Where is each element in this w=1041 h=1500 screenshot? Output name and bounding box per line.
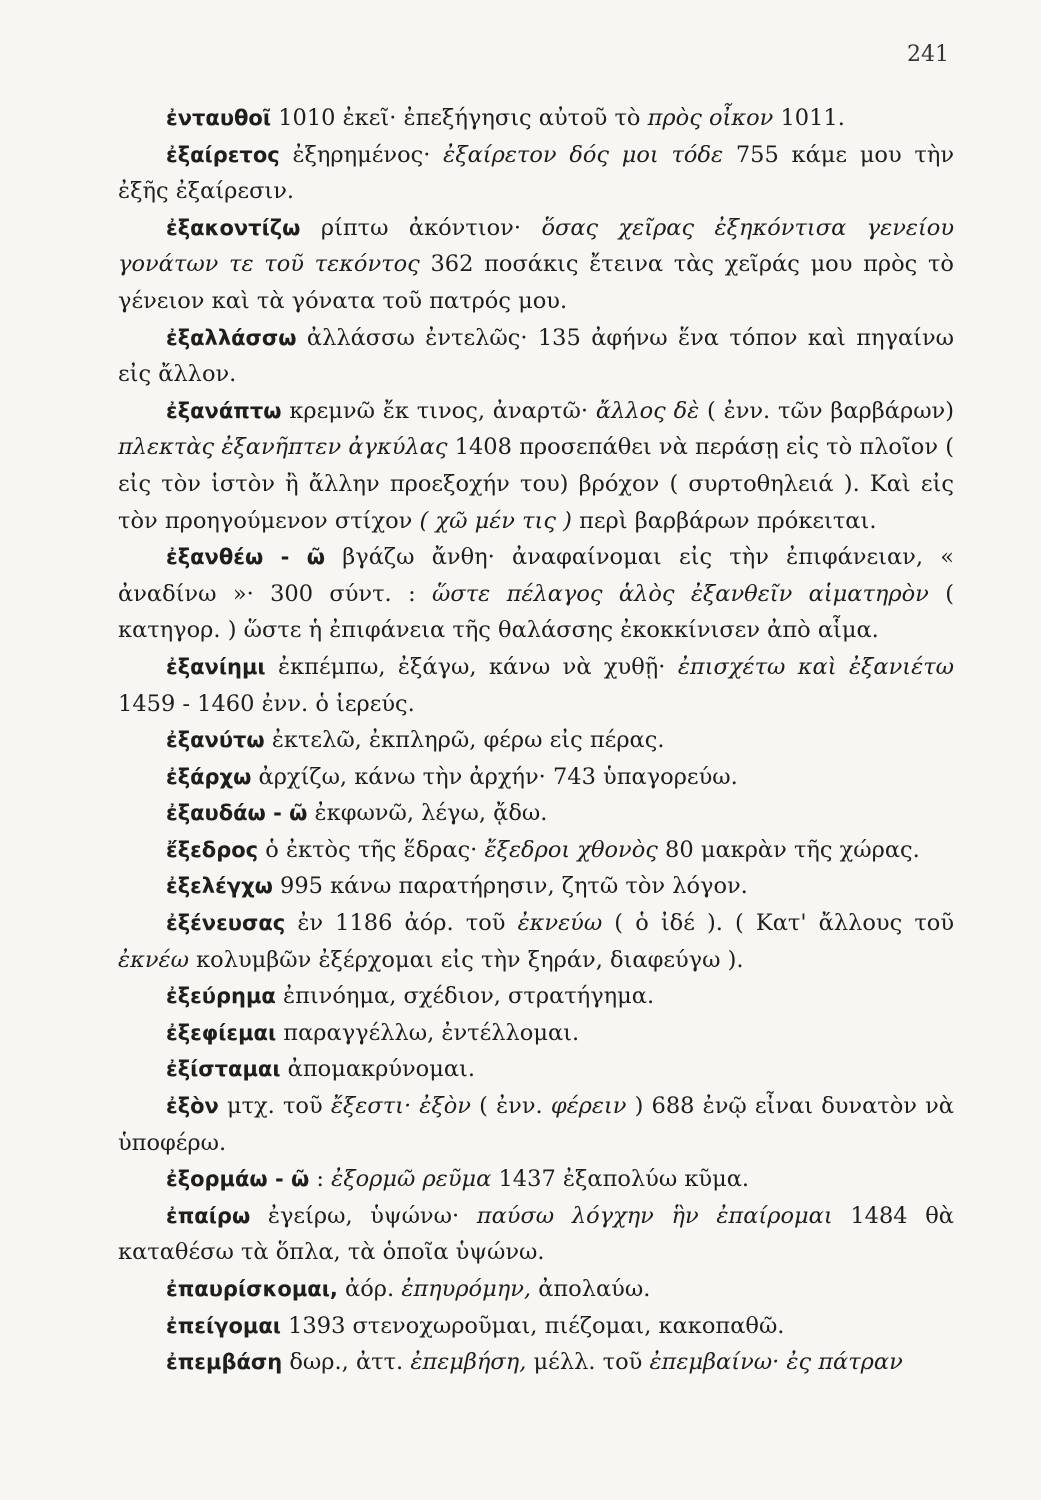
entry-quote: ἐκνεύω <box>517 910 603 937</box>
entry-quote: παύσω λόγχην ἣν ἐπαίρομαι <box>476 1202 833 1229</box>
entry-text: 80 μακρὰν τῆς χώρας. <box>657 836 920 863</box>
dictionary-entry <box>118 1271 954 1308</box>
entry-text: ἀρχίζω, κάνω τὴν ἀρχήν· 743 ὑπαγορεύω. <box>251 763 738 790</box>
entry-quote: ἐπισχέτω καὶ ἐξανιέτω <box>677 653 954 680</box>
entry-text: ( ἐνν. τῶν βαρβάρων) <box>699 397 955 424</box>
entry-text: 1010 ἐκεῖ· ἐπεξήγησις αὐτοῦ τὸ <box>271 105 648 131</box>
dictionary-entry <box>118 1051 954 1088</box>
entry-text: κρεμνῶ ἔκ τινος, ἀναρτῶ· <box>281 397 596 424</box>
entry-headword: ἐπαυρίσκομαι, <box>166 1277 338 1301</box>
entry-text: βγάζω ἄνθη· ἀναφαίνομαι εἰς τὴν ἐπιφάνειαν, « ἀναδίνω »· 300 σύντ. : <box>118 544 954 607</box>
entry-headword: ἐξαλλάσσω <box>166 325 297 350</box>
entry-headword: ἔξεδρος <box>166 837 259 862</box>
entry-text: ἐξηρημένος· <box>279 141 444 168</box>
entry-quote: ἐπεμβαίνω· ἐς πάτραν <box>649 1349 903 1376</box>
entry-text: ἀπολαύω. <box>531 1276 651 1302</box>
entry-quote: ὥστε πέλαγος ἁλὸς ἐξανθεῖν αἱματηρὸν <box>432 580 929 607</box>
entry-quote: ἔξεστι· ἐξὸν <box>330 1093 471 1120</box>
entry-text: ἀλλάσσω ἐντελῶς· 135 ἀφήνω ἕνα τόπον καὶ πηγαίνω εἰς ἄλλον. <box>118 324 954 388</box>
entry-text: μτχ. τοῦ <box>218 1093 331 1120</box>
entry-headword: ἐξεφίεμαι <box>166 1020 277 1045</box>
entry-text: ἀόρ. <box>337 1276 402 1302</box>
entry-text: 1408 προσεπάθει νὰ περάσῃ εἰς τὸ πλοῖον ( εἰς τὸν ἱστὸν ἢ ἄλλην προεξοχήν του) βρόχον ( συρτοθηλειά ). Καὶ εἰς τὸν προηγούμενον στίχον <box>118 434 954 534</box>
entry-text: παραγγέλλω, ἐντέλλομαι. <box>276 1019 580 1046</box>
entry-headword: ἐπείγομαι <box>166 1313 281 1338</box>
entry-text: ( κατηγορ. ) ὥστε ἡ ἐπιφάνεια τῆς θαλάσσης ἐκοκκίνισεν ἀπὸ αἷμα. <box>118 580 954 644</box>
dictionary-entry <box>118 795 954 832</box>
entry-headword: ἐξανύτω <box>166 728 265 753</box>
entry-text: ( ἐνν. <box>470 1093 551 1120</box>
entry-quote: ἄλλος δὲ <box>595 397 700 424</box>
entry-text: ( ὁ ἰδέ ). ( Κατ' ἄλλους τοῦ <box>602 910 954 937</box>
dictionary-entry <box>118 393 954 539</box>
entry-headword: ἐξαυδάω - ῶ <box>166 801 308 826</box>
entry-headword: ἐπεμβάση <box>166 1350 283 1375</box>
dictionary-entry <box>118 978 954 1015</box>
entry-headword: ἐξανθέω - ῶ <box>166 545 325 570</box>
entry-text: 755 κάμε μου τὴν ἐξῆς ἐξαίρεσιν. <box>118 141 955 205</box>
dictionary-entry <box>118 905 954 978</box>
entry-headword: ἐξένευσας <box>166 911 286 936</box>
entry-text: ἀπομακρύνομαι. <box>280 1056 476 1083</box>
dictionary-entry <box>118 100 954 137</box>
dictionary-entry <box>118 1308 954 1345</box>
entry-text: ) 688 ἐνῷ εἶναι δυνατὸν νὰ ὑποφέρω. <box>118 1093 954 1156</box>
entry-headword: ἐξανάπτω <box>166 398 282 423</box>
entry-quote: ( χῶ μέν τις ) <box>419 507 572 534</box>
page-number: 241 <box>907 42 949 67</box>
dictionary-entry <box>118 137 954 210</box>
dictionary-entry <box>118 1015 954 1052</box>
dictionary-entry <box>118 868 954 905</box>
entry-quote: ἐκνέω <box>118 946 189 973</box>
entry-text: κολυμβῶν ἐξέρχομαι εἰς τὴν ξηράν, διαφεύγω ). <box>188 946 744 973</box>
dictionary-entry <box>118 539 954 649</box>
entry-quote: ἐξαίρετον δός μοι τόδε <box>443 141 724 168</box>
entry-headword: ἐξελέγχω <box>166 874 273 899</box>
entry-headword: ἐξανίημι <box>166 654 266 679</box>
entry-text: ἐπινόημα, σχέδιον, στρατήγημα. <box>275 983 655 1010</box>
entry-text: 995 κάνω παρατήρησιν, ζητῶ τὸν λόγον. <box>272 873 748 900</box>
entry-text: 1459 - 1460 ἐνν. ὁ ἱερεύς. <box>118 690 415 717</box>
entry-headword: ἐξὸν <box>166 1094 219 1119</box>
entry-headword: ἐξάρχω <box>166 764 252 789</box>
entry-quote: ἐξορμῶ ρεῦμα <box>331 1166 492 1193</box>
entry-headword: ἐξεύρημα <box>166 984 276 1009</box>
entry-text: 1484 θὰ καταθέσω τὰ ὅπλα, τὰ ὁποῖα ὑψώνω. <box>118 1202 954 1266</box>
dictionary-entry <box>118 1161 954 1198</box>
entry-text: 1437 ἐξαπολύω κῦμα. <box>491 1166 750 1193</box>
entry-text: ἐγείρω, ὑψώνω· <box>250 1202 477 1229</box>
entry-text: ἐκπέμπω, ἐξάγω, κάνω νὰ χυθῇ· <box>265 653 678 680</box>
entry-text: περὶ βαρβάρων πρόκειται. <box>571 507 877 534</box>
entry-headword: ἐξακοντίζω <box>166 215 301 240</box>
entry-text: μέλλ. τοῦ <box>526 1349 650 1376</box>
entry-text: 362 ποσάκις ἔτεινα τὰς χεῖράς μου πρὸς τὸ γένειον καὶ τὰ γόνατα τοῦ πατρός μου. <box>118 251 954 314</box>
entry-text: ἐκτελῶ, ἐκπληρῶ, φέρω εἰς πέρας. <box>264 727 665 754</box>
entry-headword: ἐξίσταμαι <box>166 1057 281 1082</box>
entry-quote: ἔξεδροι χθονὸς <box>484 836 658 863</box>
entry-text: 1011. <box>773 105 845 131</box>
entry-headword: ἐξορμάω - ῶ <box>166 1167 310 1192</box>
entry-text: ρίπτω ἀκόντιον· <box>300 214 542 241</box>
dictionary-entry <box>118 832 954 869</box>
dictionary-entry <box>118 1198 954 1271</box>
entry-quote: ὅσας χεῖρας ἐξηκόντισα γενείου γονάτων τε τοῦ τεκόντος <box>118 214 955 278</box>
entry-text: ἐν 1186 ἀόρ. τοῦ <box>285 910 518 937</box>
entry-quote: ἐπηυρόμην, <box>401 1276 532 1302</box>
entry-headword: ἐξαίρετος <box>166 142 280 167</box>
dictionary-entry <box>118 722 954 759</box>
entry-text: ἐκφωνῶ, λέγω, ᾄδω. <box>307 800 548 827</box>
dictionary-entry <box>118 1088 954 1161</box>
entry-text: ὁ ἐκτὸς τῆς ἕδρας· <box>258 836 485 863</box>
entry-quote: ἐπεμβήση, <box>410 1349 527 1376</box>
dictionary-entry <box>118 649 954 722</box>
entry-quote: πρὸς οἶκον <box>647 105 774 131</box>
entry-list <box>118 100 954 1381</box>
entry-headword: ἐπαίρω <box>166 1203 251 1228</box>
entry-quote: φέρειν <box>550 1093 627 1120</box>
entry-text: 1393 στενοχωροῦμαι, πιέζομαι, κακοπαθῶ. <box>280 1312 785 1339</box>
entry-text: δωρ., ἀττ. <box>282 1349 411 1376</box>
entry-headword: ἐνταυθοῖ <box>166 106 272 130</box>
dictionary-entry <box>118 1344 954 1381</box>
entry-quote: πλεκτὰς ἐξανῆπτεν ἀγκύλας <box>118 434 448 461</box>
dictionary-entry <box>118 759 954 796</box>
entry-text: : <box>309 1166 332 1193</box>
dictionary-entry <box>118 320 954 393</box>
dictionary-entry <box>118 210 954 320</box>
